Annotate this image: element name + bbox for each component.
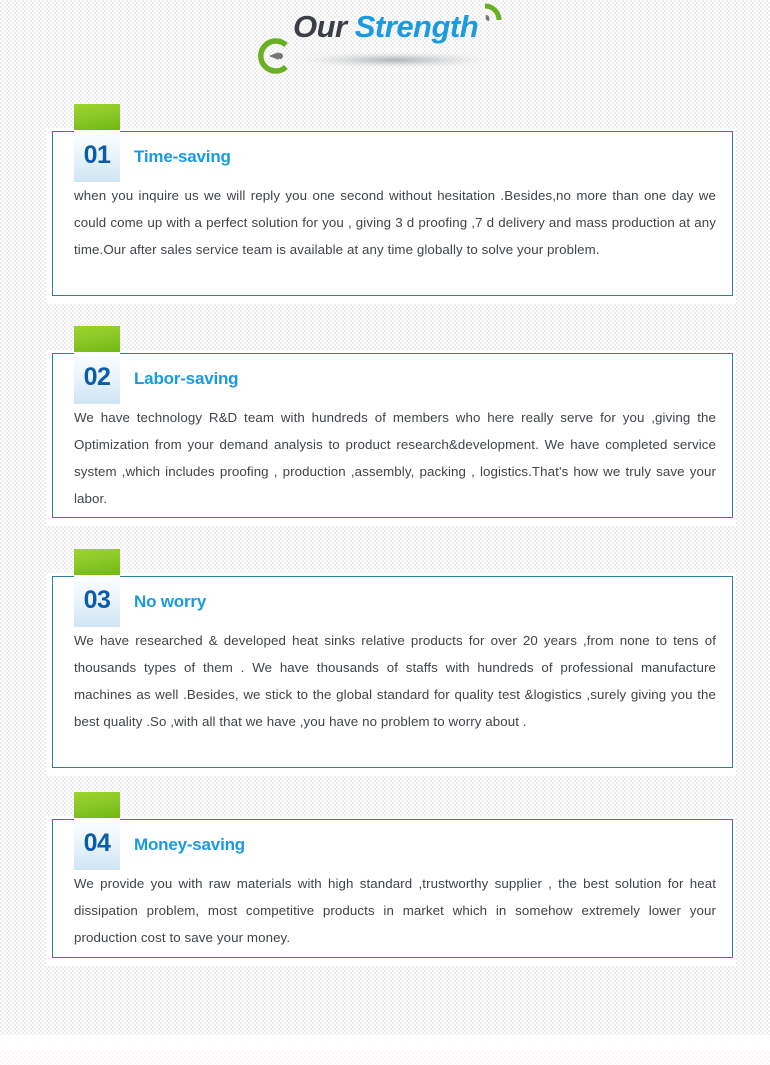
card-number-tab-box: [74, 352, 120, 404]
page-title-word-strength: Strength: [354, 9, 479, 44]
page-title: [293, 11, 478, 42]
card-number-tab-green-block: [74, 326, 120, 352]
page-title-word-our: Our: [293, 9, 347, 44]
card-number: 01: [83, 141, 111, 169]
card-title: Time-saving: [134, 147, 231, 166]
card-title: Labor-saving: [134, 369, 239, 388]
card-number: 02: [83, 363, 111, 391]
card-number-tab-box: [74, 818, 120, 870]
card-number: 03: [83, 586, 111, 614]
card-number-tab-box: [74, 130, 120, 182]
card-number-tab: [74, 549, 120, 627]
header-inner: [245, 0, 525, 92]
card-title: Money-saving: [134, 835, 245, 854]
green-arc-icon: [473, 2, 507, 36]
card-number: 04: [83, 829, 111, 857]
card-number-tab-green-block: [74, 104, 120, 130]
card-body-text: We have researched & developed heat sinks relative products for over 20 years ,from none to tens of thousands types of them . We have thousands of staffs with hundreds of professional manufacture machines as well .Besides, we stick to the global standard for quality test &logistics ,surely giving you the best quality .So ,with all that we have ,you have no problem to worry about .: [74, 633, 716, 729]
card-number-tab: [74, 792, 120, 870]
title-reflection: [295, 52, 495, 68]
card-number-tab: [74, 326, 120, 404]
card-body-text: We provide you with raw materials with high standard ,trustworthy supplier , the best solution for heat dissipation problem, most competitive products in market which in somehow extremely lower your production cost to save your money.: [74, 876, 716, 945]
card-number-tab: [74, 104, 120, 182]
card-number-tab-box: [74, 575, 120, 627]
card-number-tab-green-block: [74, 792, 120, 818]
card-body-text: We have technology R&D team with hundreds of members who here really serve for you ,giving the Optimization from your demand analysis to product research&development. We have completed service system ,which includes proofing , production ,assembly, packing , logistics.That's how we truly save your labor.: [74, 410, 716, 506]
card-number-tab-green-block: [74, 549, 120, 575]
card-title: No worry: [134, 592, 207, 611]
green-circular-arrow-icon: [255, 36, 295, 76]
page-header: [0, 0, 770, 92]
card-body-text: when you inquire us we will reply you one second without hesitation .Besides,no more than one day we could come up with a perfect solution for you , giving 3 d proofing ,7 d delivery and mass production at any time.Our after sales service team is available at any time globally to solve your problem.: [74, 188, 716, 257]
footer-tint-band: [0, 1050, 770, 1065]
